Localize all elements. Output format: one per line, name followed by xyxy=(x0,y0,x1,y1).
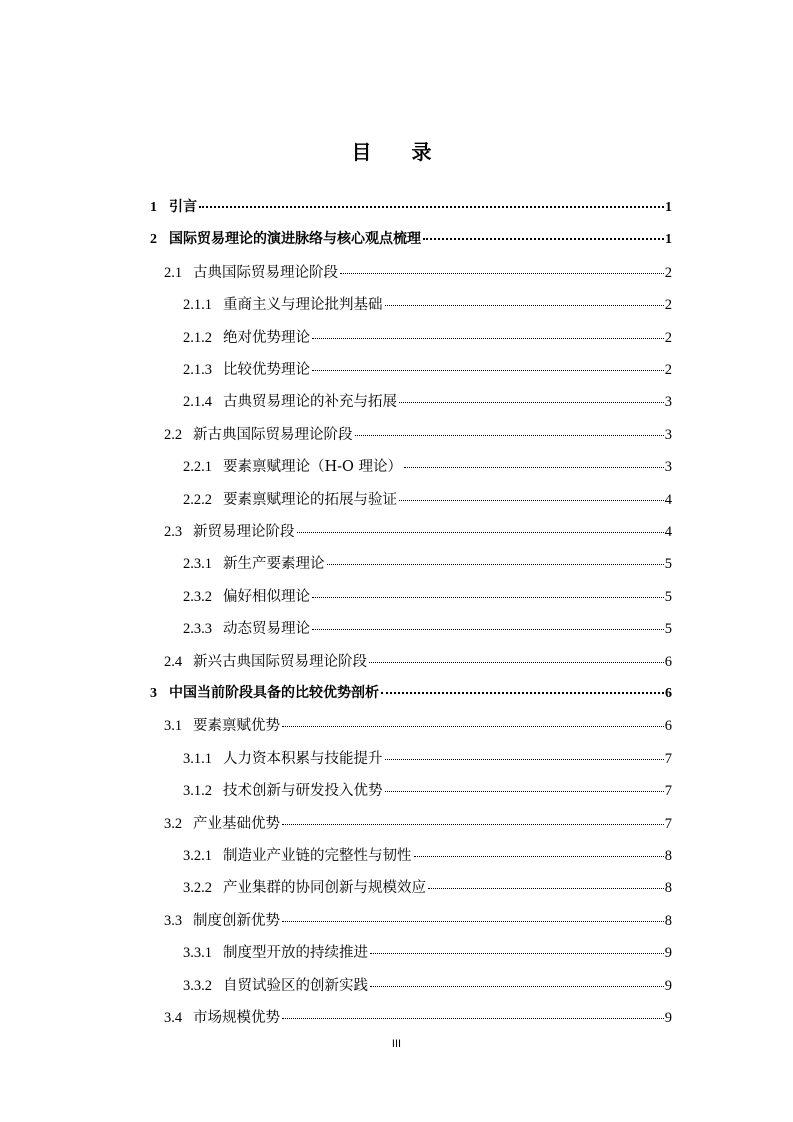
toc-entry-title: 市场规模优势 xyxy=(193,1010,280,1026)
toc-entry-title: 动态贸易理论 xyxy=(223,621,310,638)
toc-entry-title: 要素禀赋理论的拓展与验证 xyxy=(223,491,397,508)
toc-leader-dots xyxy=(399,401,664,403)
toc-entry-page: 1 xyxy=(665,200,672,215)
toc-leader-dots xyxy=(282,920,664,922)
toc-entry[interactable] xyxy=(164,261,672,285)
toc-entry-title: 重商主义与理论批判基础 xyxy=(223,297,383,314)
toc-entry[interactable] xyxy=(183,876,672,900)
toc-entry-page: 7 xyxy=(664,815,672,832)
toc-entry-title: 偏好相似理论 xyxy=(223,588,310,605)
toc-leader-dots xyxy=(369,661,664,663)
toc-entry-number: 3.3.2 xyxy=(183,977,212,994)
toc-leader-dots xyxy=(297,531,664,533)
toc-entry-number: 3.2 xyxy=(164,815,183,832)
toc-entry-page: 3 xyxy=(664,426,672,443)
toc-entry-title: 新古典国际贸易理论阶段 xyxy=(193,426,353,443)
toc-entry[interactable] xyxy=(183,844,672,868)
toc-entry-number: 2 xyxy=(150,232,157,248)
toc-entry[interactable] xyxy=(183,358,672,382)
toc-entry[interactable] xyxy=(150,228,672,252)
toc-entry-number: 2.2 xyxy=(164,426,183,443)
toc-entry-title: 国际贸易理论的演进脉络与核心观点梳理 xyxy=(169,231,421,248)
toc-entry-page: 9 xyxy=(664,977,672,994)
toc-entry-title: 古典贸易理论的补充与拓展 xyxy=(223,394,397,411)
toc-entry-page: 8 xyxy=(664,880,672,897)
toc-entry-number: 3.2.1 xyxy=(183,848,212,864)
toc-entry-page: 4 xyxy=(664,524,672,540)
toc-entry[interactable] xyxy=(183,552,672,576)
toc-leader-dots xyxy=(327,563,664,565)
toc-entry-title: 绝对优势理论 xyxy=(223,329,310,346)
toc-entry-title: 新贸易理论阶段 xyxy=(193,524,295,540)
toc-leader-dots xyxy=(385,790,664,792)
toc-leader-dots xyxy=(381,691,664,694)
toc-entry[interactable] xyxy=(164,812,672,836)
page-title: 目 录 xyxy=(351,140,442,164)
toc-entry-title: 自贸试验区的创新实践 xyxy=(223,977,368,994)
toc-entry-title: 产业集群的协同创新与规模效应 xyxy=(223,880,426,897)
toc-entry-title: 新生产要素理论 xyxy=(223,556,325,573)
toc-entry-page: 7 xyxy=(664,783,672,800)
toc-entry-number: 2.3.1 xyxy=(183,556,212,573)
toc-leader-dots xyxy=(199,205,664,208)
toc-entry-page: 3 xyxy=(664,459,672,476)
toc-entry-page: 9 xyxy=(664,1010,672,1026)
toc-entry-number: 2.3.2 xyxy=(183,588,212,605)
toc-leader-dots xyxy=(404,466,664,468)
toc-entry-page: 2 xyxy=(664,362,672,378)
toc-entry-page: 5 xyxy=(664,621,672,638)
toc-entry-number: 3 xyxy=(150,686,157,701)
toc-entry-number: 3.3 xyxy=(164,912,183,929)
toc-entry-page: 1 xyxy=(665,232,672,248)
toc-entry-number: 3.1.2 xyxy=(183,783,212,800)
toc-leader-dots xyxy=(312,337,664,339)
page-number: III xyxy=(391,1038,402,1050)
toc-entry-page: 6 xyxy=(664,653,672,670)
toc-entry[interactable] xyxy=(183,293,672,317)
toc-entry-number: 2.1.3 xyxy=(183,362,212,378)
toc-entry-number: 2.4 xyxy=(164,653,183,670)
toc-leader-dots xyxy=(312,596,664,598)
toc-entry-number: 2.1.2 xyxy=(183,329,212,346)
toc-entry[interactable] xyxy=(183,585,672,609)
toc-entry-title: 技术创新与研发投入优势 xyxy=(223,783,383,800)
toc-entry[interactable] xyxy=(164,909,672,933)
toc-entry-page: 2 xyxy=(664,329,672,346)
toc-entry[interactable] xyxy=(164,714,672,738)
toc-entry[interactable] xyxy=(164,650,672,674)
toc-entry-page: 5 xyxy=(664,588,672,605)
toc-leader-dots xyxy=(428,887,664,889)
toc-entry-number: 3.2.2 xyxy=(183,880,212,897)
toc-entry-title: 产业基础优势 xyxy=(193,815,280,832)
toc-entry-title: 制造业产业链的完整性与韧性 xyxy=(223,848,412,864)
toc-entry-page: 2 xyxy=(664,264,672,281)
toc-leader-dots xyxy=(282,1017,664,1019)
toc-entry-title: 人力资本积累与技能提升 xyxy=(223,750,383,767)
toc-entry[interactable] xyxy=(183,390,672,414)
toc-leader-dots xyxy=(355,434,664,436)
toc-entry-number: 3.3.1 xyxy=(183,945,212,962)
toc-entry-title: 要素禀赋优势 xyxy=(193,718,280,735)
toc-entry[interactable] xyxy=(150,196,672,220)
toc-entry-page: 8 xyxy=(664,912,672,929)
toc-leader-dots xyxy=(414,855,664,857)
toc-entry[interactable] xyxy=(164,520,672,544)
toc-leader-dots xyxy=(312,628,664,630)
toc-entry-page: 5 xyxy=(664,556,672,573)
toc-leader-dots xyxy=(399,499,664,501)
toc-leader-dots xyxy=(312,369,664,371)
toc-leader-dots xyxy=(340,272,664,274)
toc-entry[interactable] xyxy=(183,617,672,641)
toc-entry-page: 6 xyxy=(665,686,672,701)
toc-entry-number: 3.1 xyxy=(164,718,183,735)
toc-entry[interactable] xyxy=(183,488,672,512)
toc-entry-number: 2.2.1 xyxy=(183,459,212,476)
toc-entry[interactable] xyxy=(164,423,672,447)
toc-entry[interactable] xyxy=(183,326,672,350)
toc-entry-page: 7 xyxy=(664,750,672,767)
toc-leader-dots xyxy=(370,985,664,987)
toc-entry-page: 4 xyxy=(664,491,672,508)
toc-entry[interactable] xyxy=(183,779,672,803)
toc-entry-title: 要素禀赋理论（H-O 理论） xyxy=(223,459,403,476)
toc-entry-page: 2 xyxy=(664,297,672,314)
toc-leader-dots xyxy=(385,304,664,306)
toc-leader-dots xyxy=(282,725,664,727)
toc-entry-number: 2.2.2 xyxy=(183,491,212,508)
toc-leader-dots xyxy=(385,758,664,760)
toc-entry-number: 3.1.1 xyxy=(183,750,212,767)
toc-entry-page: 9 xyxy=(664,945,672,962)
toc-entry[interactable] xyxy=(164,1006,672,1030)
toc-entry-page: 6 xyxy=(664,718,672,735)
toc-entry-title: 新兴古典国际贸易理论阶段 xyxy=(193,653,367,670)
toc-entry-number: 2.1.1 xyxy=(183,297,212,314)
toc-entry[interactable] xyxy=(183,455,672,479)
toc-leader-dots xyxy=(423,237,664,240)
toc-entry-number: 2.3.3 xyxy=(183,621,212,638)
toc-entry-number: 3.4 xyxy=(164,1010,183,1026)
toc-entry-title: 制度型开放的持续推进 xyxy=(223,945,368,962)
toc-entry[interactable] xyxy=(183,941,672,965)
toc-entry-title: 引言 xyxy=(169,199,197,215)
toc-entry-page: 8 xyxy=(664,848,672,864)
toc-entry-title: 中国当前阶段具备的比较优势剖析 xyxy=(169,685,379,701)
toc-entry-number: 2.1.4 xyxy=(183,394,212,411)
toc-entry[interactable] xyxy=(183,747,672,771)
toc-entry-page: 3 xyxy=(664,394,672,411)
toc-leader-dots xyxy=(282,823,664,825)
toc-entry-number: 2.1 xyxy=(164,264,183,281)
toc-entry[interactable] xyxy=(183,974,672,998)
toc-leader-dots xyxy=(370,952,664,954)
toc-entry-number: 2.3 xyxy=(164,524,183,540)
toc-entry-title: 古典国际贸易理论阶段 xyxy=(193,264,338,281)
toc-entry[interactable] xyxy=(150,682,672,706)
toc-entry-title: 制度创新优势 xyxy=(193,912,280,929)
toc-entry-title: 比较优势理论 xyxy=(223,362,310,378)
toc-entry-number: 1 xyxy=(150,200,157,215)
